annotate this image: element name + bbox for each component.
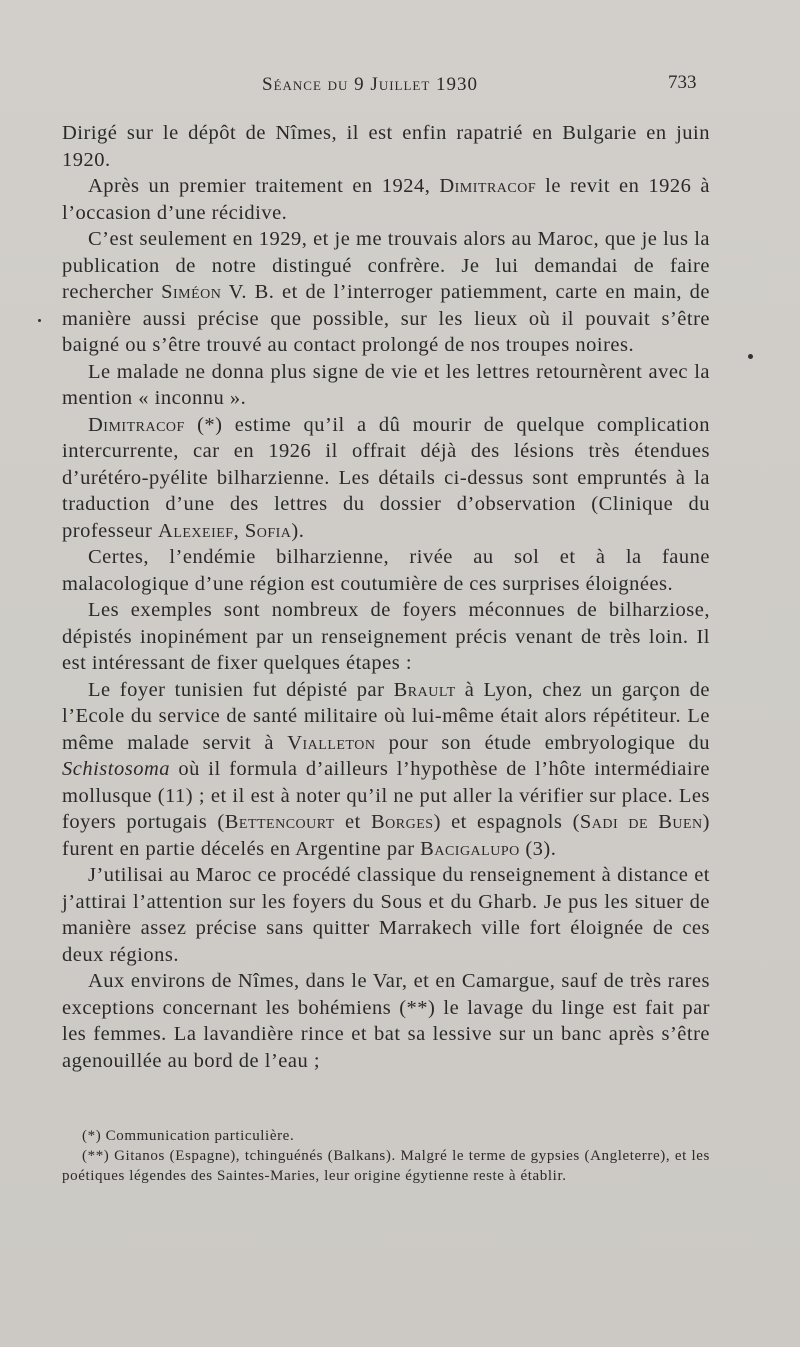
author-name: Siméon bbox=[161, 281, 222, 303]
author-name: Dimitracof bbox=[88, 413, 185, 436]
paragraph bbox=[62, 677, 710, 863]
paragraph: Les exemples sont nombreux de foyers méconnues de bilharziose, dépistés inopinément par un renseignement précis venant de très loin. Il est intéressant de fixer quelques étapes : bbox=[62, 599, 710, 674]
text-run: Après un premier traitement en 1924, bbox=[88, 175, 440, 197]
running-title: Séance du 9 Juillet 1930 bbox=[262, 74, 479, 95]
text-run: , bbox=[233, 519, 245, 542]
text-run: (3). bbox=[519, 837, 557, 860]
text-run: pour son étude embryologique du bbox=[375, 731, 710, 754]
text-run: à Lyon, chez un garçon de l’Ecole du service de santé militaire où lui-même était alors répétiteur. Le même malade servit à bbox=[62, 678, 710, 754]
ink-speck bbox=[748, 354, 753, 359]
page-header bbox=[0, 74, 800, 104]
text-run: Le foyer tunisien fut dépisté par bbox=[88, 678, 394, 701]
text-run: ) et espagnols ( bbox=[433, 811, 580, 833]
author-name: Borges bbox=[370, 811, 434, 833]
paragraph bbox=[62, 412, 710, 545]
body-text bbox=[62, 120, 710, 1074]
author-name: Brault bbox=[393, 678, 456, 701]
paragraph: J’utilisai au Maroc ce procédé classique du renseignement à distance et j’attirai l’attention sur les foyers du Sous et du Gharb. Je pus les situer de manière assez précise sans quitter Marrakech ville fort éloignée de ces deux régions. bbox=[62, 864, 710, 966]
footnote: (*) Communication particulière. bbox=[82, 1128, 295, 1144]
author-name: Alexeief bbox=[158, 519, 234, 542]
paragraph: Dirigé sur le dépôt de Nîmes, il est enfin rapatrié en Bulgarie en juin 1920. bbox=[62, 122, 710, 171]
paragraph: Le malade ne donna plus signe de vie et les lettres retournèrent avec la mention « inconnu ». bbox=[62, 360, 710, 409]
ink-speck bbox=[38, 319, 41, 322]
text-run: ) furent en partie décelés en Argentine par bbox=[62, 811, 710, 860]
author-name: Sadi de Buen bbox=[579, 811, 703, 833]
text-run: C’est seulement en 1929, et je me trouvais alors au Maroc, que je lus la publication de notre distingué confrère. Je lui demandai de faire rechercher bbox=[62, 228, 710, 303]
author-name: Vialleton bbox=[287, 731, 376, 754]
text-run: V. B. et de l’interroger patiemment, carte en main, de manière aussi précise que possible, sur les lieux où il pouvait s’être baigné ou s’être trouvé au contact prolongé de nos troupes noires. bbox=[62, 281, 710, 356]
author-name: Dimitracof bbox=[439, 175, 537, 197]
author-name: Bacigalupo bbox=[420, 837, 520, 860]
author-name: Sofia bbox=[244, 519, 292, 542]
author-name: Bettencourt bbox=[224, 811, 335, 833]
paragraph bbox=[62, 173, 710, 226]
paragraph bbox=[62, 226, 710, 359]
page-number: 733 bbox=[668, 72, 697, 93]
text-run: le revit en 1926 à l’occasion d’une récidive. bbox=[62, 175, 710, 224]
paragraph: Certes, l’endémie bilharzienne, rivée au sol et à la faune malacologique d’une région est coutumière de ces surprises éloignées. bbox=[62, 546, 710, 595]
text-run: et bbox=[334, 811, 371, 833]
text-run: où il formula d’ailleurs l’hypothèse de l’hôte intermédiaire mollusque (11) ; et il est à noter qu’il ne put aller la vérifier sur place. Les foyers portugais ( bbox=[62, 758, 710, 833]
paragraph: Aux environs de Nîmes, dans le Var, et en Camargue, sauf de très rares exceptions concernant les bohémiens (**) le lavage du linge est fait par les femmes. La lavandière rince et bat sa lessive sur un banc après s’être agenouillée au bord de l’eau ; bbox=[62, 970, 710, 1072]
text-run: ). bbox=[291, 519, 305, 542]
footnotes bbox=[62, 1126, 710, 1186]
text-run: (*) estime qu’il a dû mourir de quelque complication intercurrente, car en 1926 il offrait déjà des lésions très étendues d’urétéro-pyélite bilharzienne. Les détails ci-dessus sont empruntés à la traduction d’une des lettres du dossier d’observation (Clinique du professeur bbox=[62, 413, 710, 542]
italic-term: Schistosoma bbox=[62, 758, 170, 780]
footnote: (**) Gitanos (Espagne), tchinguénés (Balkans). Malgré le terme de gypsies (Angleterre), et les poétiques légendes des Saintes-Maries, leur origine égytienne reste à établir. bbox=[62, 1148, 710, 1184]
